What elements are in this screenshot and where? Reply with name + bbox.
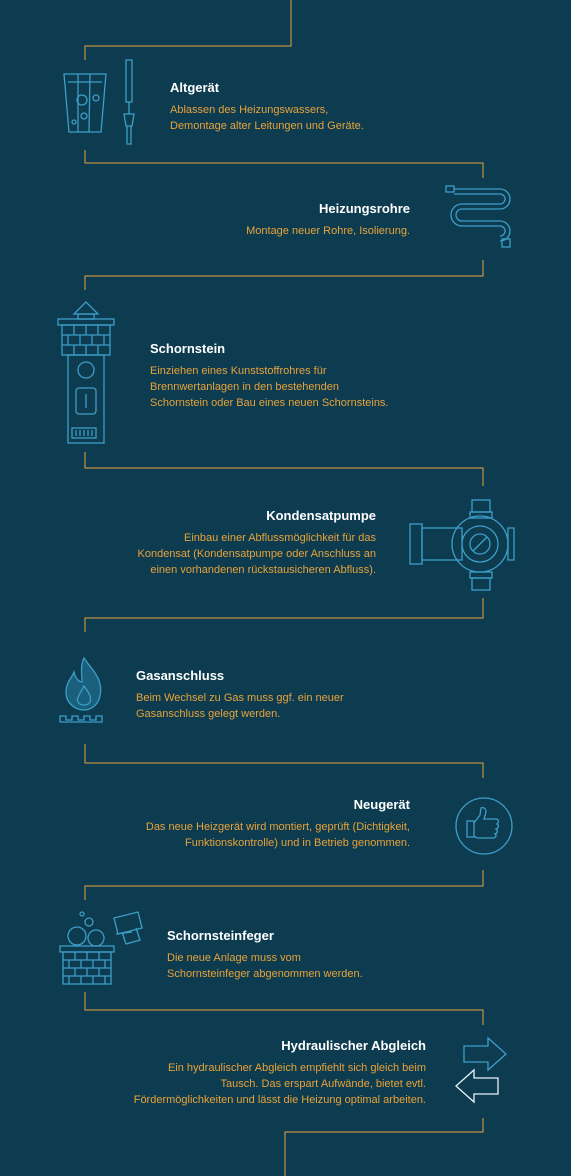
step-title: Heizungsrohre <box>318 201 410 216</box>
step-description: Einbau einer Abflussmöglichkeit für das Kondensat (Kondensatpumpe oder Anschluss an einen vorhandenen rückstausicheren Abfluss). <box>137 532 376 576</box>
step-hydraulischer-abgleich <box>96 1038 426 1108</box>
step-description: Ablassen des Heizungswassers, Demontage alter Leitungen und Geräte. <box>170 104 364 132</box>
step-schornstein <box>150 341 450 411</box>
step-description: Einziehen eines Kunststoffrohres für Brennwertanlagen in den bestehenden Schornstein oder Bau eines neuen Schornsteins. <box>150 365 389 409</box>
step-altgeraet <box>170 80 450 134</box>
chimney-sweep-icon <box>58 908 146 988</box>
gas-flame-icon <box>58 656 110 724</box>
step-description: Ein hydraulischer Abgleich empfiehlt sich gleich beim Tausch. Das erspart Aufwände, bietet evtl. Fördermöglichkeiten und lässt die Heizung optimal arbeiten. <box>133 1062 426 1106</box>
step-description: Das neue Heizgerät wird montiert, geprüft (Dichtigkeit, Funktionskontrolle) und in Betrieb genommen. <box>145 821 410 849</box>
step-title: Schornsteinfeger <box>167 928 274 943</box>
step-title: Altgerät <box>170 80 220 95</box>
step-title: Gasanschluss <box>136 668 225 683</box>
step-title: Schornstein <box>150 341 226 356</box>
step-heizungsrohre <box>160 201 410 239</box>
step-description: Montage neuer Rohre, Isolierung. <box>246 225 410 237</box>
thumbs-up-icon <box>453 795 515 857</box>
step-title: Neugerät <box>353 797 410 812</box>
step-neugeraet <box>110 797 410 851</box>
chimney-icon <box>56 300 116 446</box>
step-schornsteinfeger <box>167 928 427 982</box>
step-title: Kondensatpumpe <box>266 508 376 523</box>
step-description: Die neue Anlage muss vom Schornsteinfeger abgenommen werden. <box>167 952 363 980</box>
step-gasanschluss <box>136 668 396 722</box>
pipe-coil-icon <box>444 182 514 254</box>
step-description: Beim Wechsel zu Gas muss ggf. ein neuer Gasanschluss gelegt werden. <box>136 692 344 720</box>
step-kondensatpumpe <box>90 508 376 578</box>
pump-icon <box>408 498 520 592</box>
balance-arrows-icon <box>452 1036 510 1110</box>
drain-tools-icon <box>58 58 148 150</box>
step-title: Hydraulischer Abgleich <box>281 1038 426 1053</box>
